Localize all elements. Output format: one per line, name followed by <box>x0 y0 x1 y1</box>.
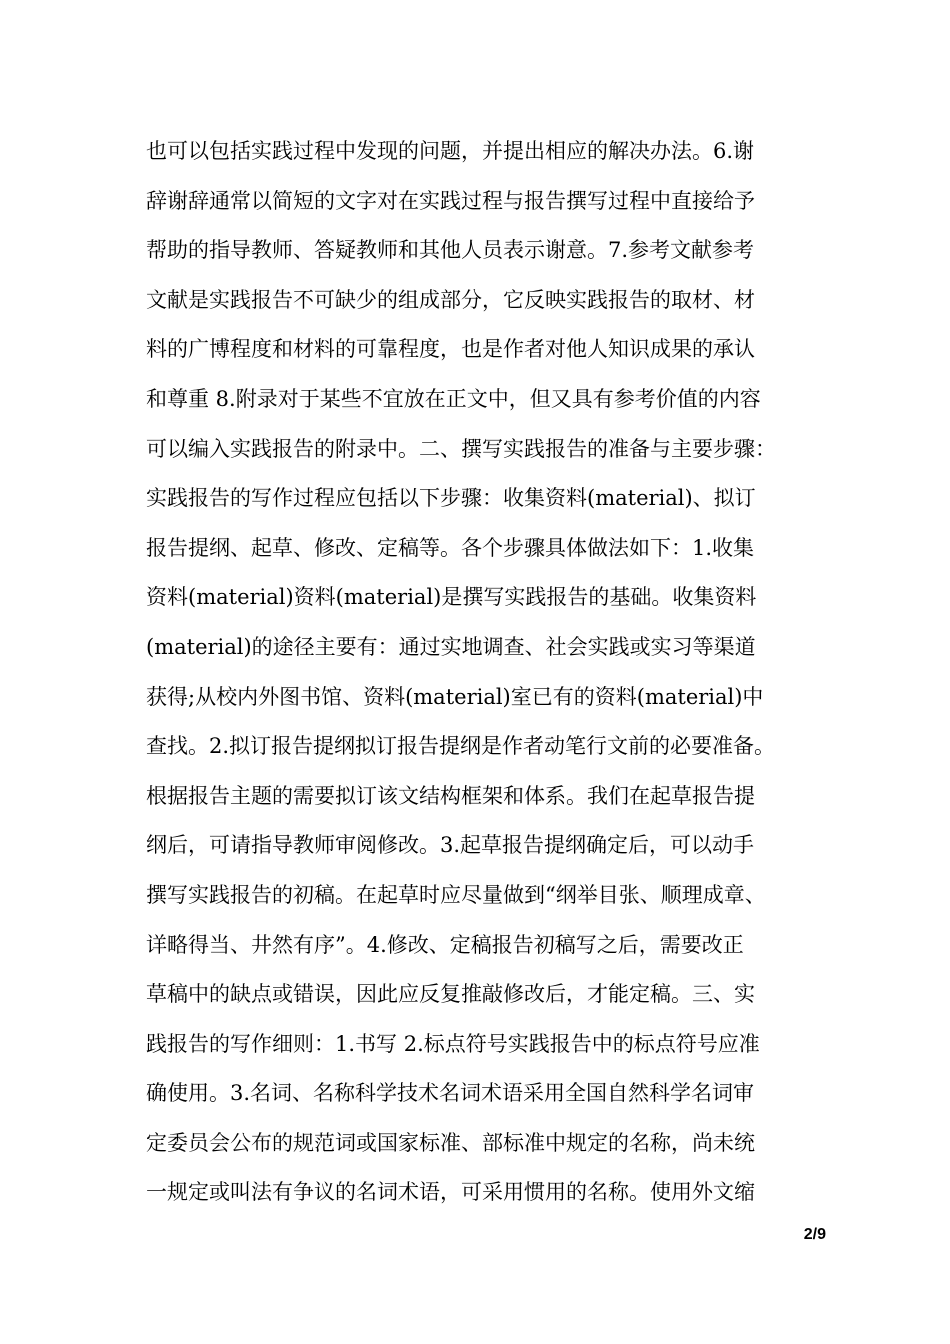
text-line: 和尊重 8.附录对于某些不宜放在正文中，但又具有参考价值的内容 <box>146 386 761 411</box>
text-line: 确使用。3.名词、名称科学技术名词术语采用全国自然科学名词审 <box>146 1081 755 1106</box>
text-line: 资料(material)资料(material)是撰写实践报告的基础。收集资料 <box>146 585 757 610</box>
text-line: 纲后，可请指导教师审阅修改。3.起草报告提纲确定后，可以动手 <box>146 833 755 858</box>
text-line: 草稿中的缺点或错误，因此应反复推敲修改后，才能定稿。三、实 <box>146 982 755 1007</box>
text-line: 报告提纲、起草、修改、定稿等。各个步骤具体做法如下：1.收集 <box>146 535 755 560</box>
text-line: 详略得当、井然有序”。4.修改、定稿报告初稿写之后，需要改正 <box>146 932 744 957</box>
text-line: 根据报告主题的需要拟订该文结构框架和体系。我们在起草报告提 <box>146 783 755 808</box>
text-line: 践报告的写作细则：1.书写 2.标点符号实践报告中的标点符号应准 <box>146 1031 760 1056</box>
text-line: (material)的途径主要有：通过实地调查、社会实践或实习等渠道 <box>146 634 756 659</box>
page-number: 2/9 <box>803 1226 826 1243</box>
text-line: 定委员会公布的规范词或国家标准、部标准中规定的名称，尚未统 <box>146 1130 755 1155</box>
text-line: 帮助的指导教师、答疑教师和其他人员表示谢意。7.参考文献参考 <box>146 238 755 263</box>
text-line: 撰写实践报告的初稿。在起草时应尽量做到“纲举目张、顺理成章、 <box>146 882 766 907</box>
text-line: 也可以包括实践过程中发现的问题，并提出相应的解决办法。6.谢 <box>146 139 755 163</box>
body-text <box>146 131 826 1222</box>
text-line: 一规定或叫法有争议的名词术语，可采用惯用的名称。使用外文缩 <box>146 1180 755 1205</box>
text-line: 查找。2.拟订报告提纲拟订报告提纲是作者动笔行文前的必要准备。 <box>146 734 776 759</box>
text-line: 料的广博程度和材料的可靠程度，也是作者对他人知识成果的承认 <box>146 337 755 362</box>
text-line: 实践报告的写作过程应包括以下步骤：收集资料(material)、拟订 <box>146 486 756 511</box>
text-line: 辞谢辞通常以简短的文字对在实践过程与报告撰写过程中直接给予 <box>146 188 755 213</box>
text-line: 文献是实践报告不可缺少的组成部分，它反映实践报告的取材、材 <box>146 287 755 312</box>
text-line: 获得;从校内外图书馆、资料(material)室已有的资料(material)中 <box>146 684 764 709</box>
text-line: 可以编入实践报告的附录中。二、撰写实践报告的准备与主要步骤： <box>146 436 776 461</box>
